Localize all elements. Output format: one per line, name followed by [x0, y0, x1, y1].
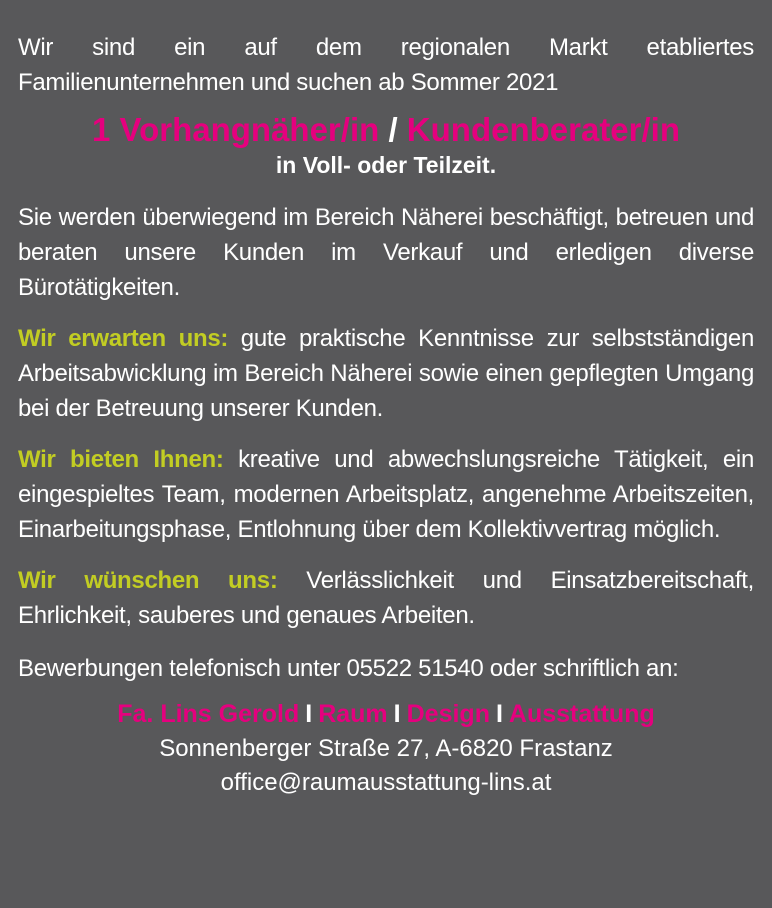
company-line: [18, 696, 754, 732]
company-separator: I: [305, 700, 313, 728]
company-email: office@raumausstattung-lins.at: [220, 769, 552, 796]
company-separator: I: [495, 700, 503, 728]
company-word-raum: Raum: [318, 700, 388, 728]
job-title-slash: /: [388, 111, 398, 148]
task-description: Sie werden überwiegend im Bereich Näherei beschäftigt, betreuen und beraten unsere Kunden im Verkauf und erledigen diverse Bürotätigkeiten.: [18, 204, 754, 301]
application-info: Bewerbungen telefonisch unter 05522 51540 oder schriftlich an:: [18, 655, 679, 682]
job-title-part1: 1 Vorhangnäher/in: [92, 111, 380, 148]
company-address: Sonnenberger Straße 27, A-6820 Frastanz: [159, 735, 613, 762]
offer-paragraph: [18, 442, 754, 547]
offer-lead: Wir bieten Ihnen:: [18, 446, 224, 473]
wish-text: Verlässlichkeit und Einsatzbereitschaft, Ehrlichkeit, sauberes und genaues Arbeiten.: [18, 567, 755, 629]
company-word-design: Design: [406, 700, 490, 728]
employment-type: in Voll- oder Teilzeit.: [275, 152, 497, 178]
expect-lead: Wir erwarten uns:: [18, 325, 229, 352]
intro-text: Wir sind ein auf dem regionalen Markt etabliertes Familienunternehmen und suchen ab Sommer 2021: [18, 34, 754, 96]
wish-paragraph: [18, 563, 754, 633]
wish-lead: Wir wünschen uns:: [18, 567, 278, 594]
company-name: Fa. Lins Gerold: [117, 700, 300, 728]
expect-text: gute praktische Kenntnisse zur selbstständigen Arbeitsabwicklung im Bereich Näherei sowie einen gepflegten Umgang bei der Betreuung unserer Kunden.: [18, 325, 754, 422]
job-title-part2: Kundenberater/in: [406, 111, 680, 148]
company-word-ausstattung: Ausstattung: [508, 700, 655, 728]
company-separator: I: [393, 700, 401, 728]
job-title: [18, 110, 754, 150]
offer-text: kreative und abwechslungsreiche Tätigkeit, ein eingespieltes Team, modernen Arbeitsplatz, angenehme Arbeitszeiten, Einarbeitungsphase, Entlohnung über dem Kollektivvertrag möglich.: [18, 446, 754, 543]
expect-paragraph: [18, 321, 754, 426]
